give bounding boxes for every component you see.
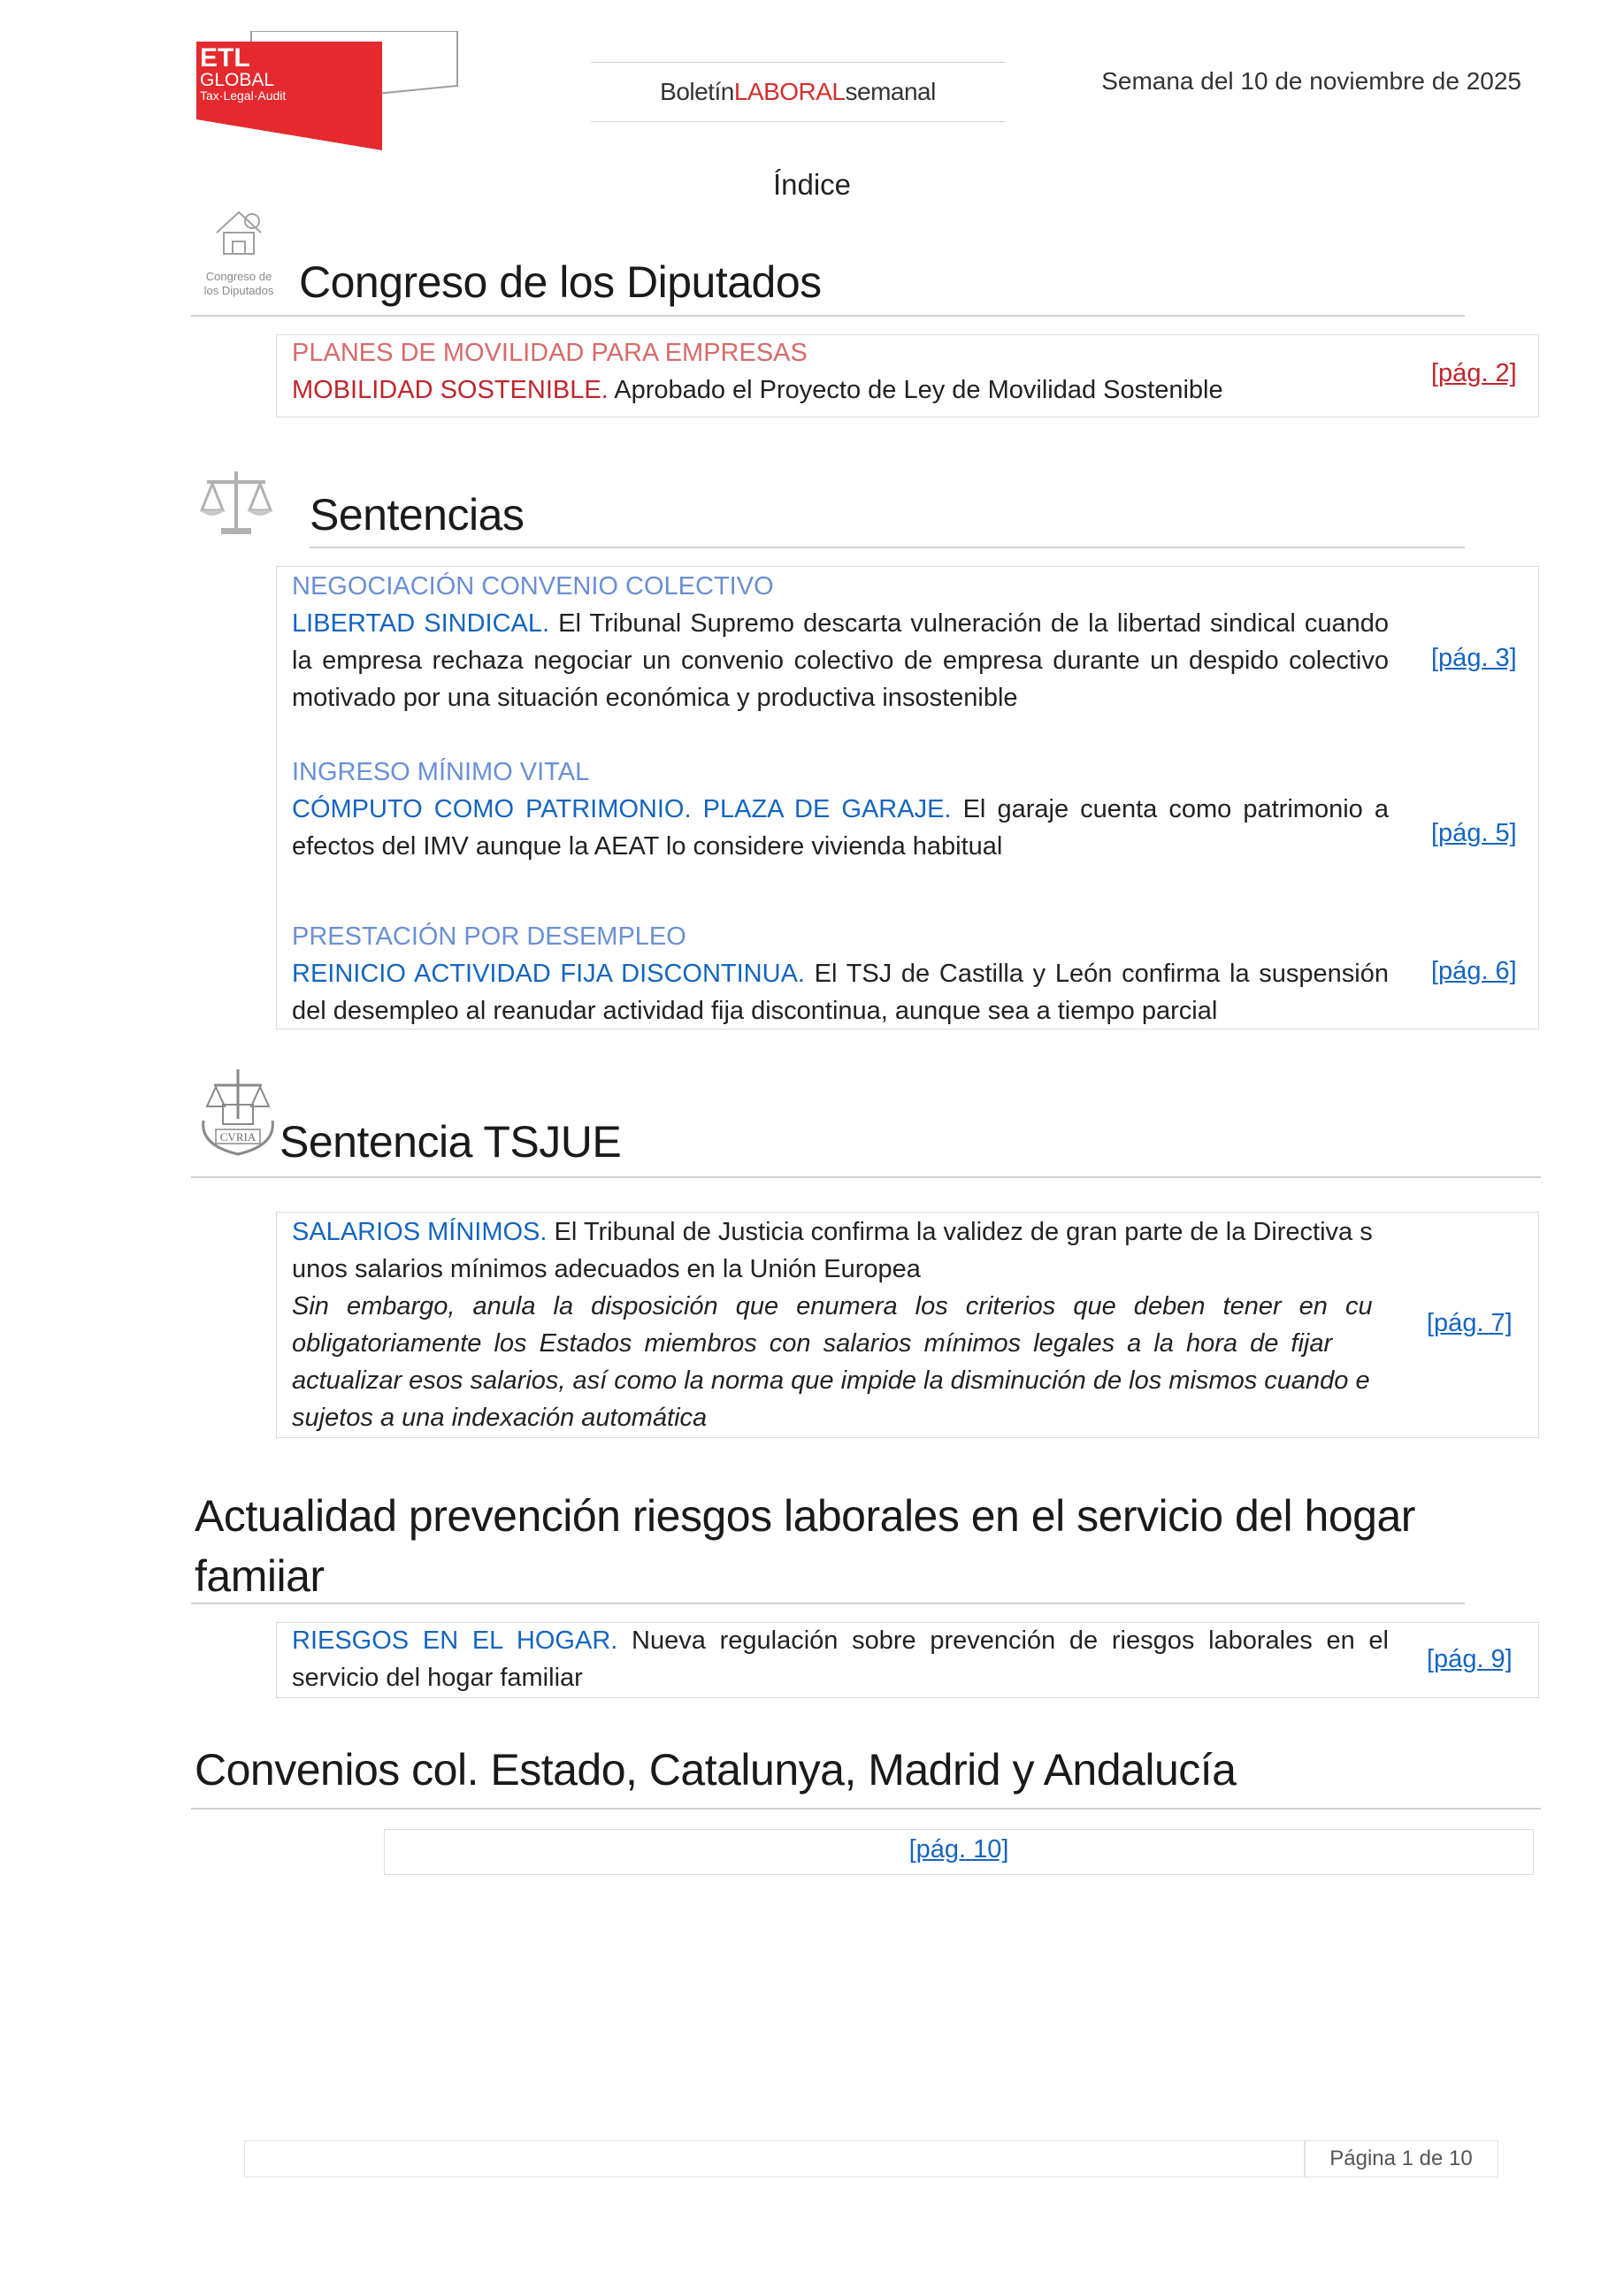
section-rule-sentencias: [310, 547, 1465, 548]
section-title-prevencion: [195, 1486, 1539, 1606]
entry-keyword: REINICIO ACTIVIDAD FIJA DISCONTINUA.: [292, 960, 805, 988]
entry-italic-line-2: obligatoriamente los Estados miembros con salarios mínimos legales a la hora de fijar: [292, 1329, 1333, 1358]
congreso-logo-icon: [199, 202, 279, 299]
etl-global-logo: [196, 31, 462, 150]
page-link-5[interactable]: [pág. 5]: [1431, 819, 1517, 847]
cvria-emblem-icon: [196, 1066, 280, 1161]
entry-keyword: CÓMPUTO COMO PATRIMONIO. PLAZA DE GARAJE.: [292, 795, 952, 823]
entry-text: Aprobado el Proyecto de Ley de Movilidad Sostenible: [608, 376, 1223, 404]
entry-sentencia-1: [292, 568, 1389, 716]
page-link-2[interactable]: [pág. 2]: [1431, 359, 1517, 387]
section-rule-congreso: [191, 315, 1465, 317]
entry-category: PRESTACIÓN POR DESEMPLEO: [292, 922, 686, 951]
entry-category: INGRESO MÍNIMO VITAL: [292, 758, 590, 786]
section-title-line-2: famiiar: [195, 1551, 325, 1601]
section-title-line-1: Actualidad prevención riesgos laborales en el servicio del hogar: [195, 1491, 1415, 1541]
entry-convenios: [384, 1835, 1534, 1864]
entry-italic-line-1: Sin embargo, anula la disposición que enumera los criterios que deben tener en cu: [292, 1292, 1373, 1320]
entry-category: NEGOCIACIÓN CONVENIO COLECTIVO: [292, 572, 774, 601]
entry-tsjue: [292, 1213, 1399, 1436]
entry-keyword: LIBERTAD SINDICAL.: [292, 609, 550, 638]
page-number: Página 1 de 10: [1329, 2147, 1473, 2170]
bulletin-title: [591, 62, 1005, 122]
entry-italic-line-4: sujetos a una indexación automática: [292, 1404, 708, 1432]
entry-text: El Tribunal Supremo descarta vulneración de la libertad sindical cuando la empresa rechaza negociar un convenio colectivo de empresa durante un despido colectivo motivado por una situación económica y productiva insostenible: [292, 609, 1389, 712]
week-date: Semana del 10 de noviembre de 2025: [1101, 67, 1521, 95]
logo-name: GLOBAL: [200, 70, 275, 90]
entry-congreso: [292, 334, 1389, 409]
section-title-convenios: Convenios col. Estado, Catalunya, Madrid y Andalucía: [195, 1745, 1237, 1795]
section-title-congreso: Congreso de los Diputados: [299, 257, 822, 307]
entry-category: PLANES DE MOVILIDAD PARA EMPRESAS: [292, 339, 808, 367]
cvria-label: CVRIA: [219, 1130, 257, 1144]
page-link-7[interactable]: [pág. 7]: [1427, 1309, 1513, 1337]
entry-keyword: MOBILIDAD SOSTENIBLE.: [292, 376, 609, 404]
congreso-logo-label-2: los Diputados: [203, 284, 274, 297]
entry-italic-line-3: actualizar esos salarios, así como la norma que impide la disminución de los mismos cuando e: [292, 1366, 1370, 1395]
entry-sentencia-2: [292, 754, 1389, 865]
section-rule-prevencion: [191, 1603, 1465, 1604]
logo-brand: ETL: [200, 43, 250, 73]
entry-text: Nueva regulación sobre prevención de riesgos laborales en el servicio del hogar familiar: [292, 1626, 1389, 1692]
congreso-logo-label-1: Congreso de: [205, 270, 272, 283]
entry-keyword: RIESGOS EN EL HOGAR.: [292, 1626, 618, 1655]
section-title-tsjue: Sentencia TSJUE: [280, 1117, 622, 1167]
bulletin-accent: LABORAL: [733, 78, 846, 105]
index-title: Índice: [772, 168, 852, 201]
entry-text: El garaje cuenta como patrimonio a efectos del IMV aunque la AEAT lo considere vivienda habitual: [292, 795, 1389, 861]
section-rule-tsjue: [191, 1176, 1541, 1178]
bulletin-prefix: Boletín: [660, 78, 734, 105]
bulletin-suffix: semanal: [845, 78, 936, 105]
page-link-6[interactable]: [pág. 6]: [1431, 957, 1517, 985]
page-link-9[interactable]: [pág. 9]: [1427, 1645, 1513, 1673]
entry-sentencia-3: [292, 918, 1389, 1029]
entry-text-line-2: unos salarios mínimos adecuados en la Unión Europea: [292, 1255, 921, 1283]
entry-text: El Tribunal de Justicia confirma la validez de gran parte de la Directiva s: [547, 1218, 1373, 1246]
entry-prevencion: [292, 1622, 1389, 1696]
logo-tagline: Tax·Legal·Audit: [200, 88, 287, 103]
page-link-3[interactable]: [pág. 3]: [1431, 644, 1517, 672]
section-rule-convenios: [191, 1808, 1541, 1810]
scales-of-justice-icon: [196, 464, 276, 544]
entry-keyword: SALARIOS MÍNIMOS.: [292, 1218, 548, 1246]
entry-text: El TSJ de Castilla y León confirma la suspensión del desempleo al reanudar actividad fija discontinua, aunque sea a tiempo parcial: [292, 960, 1389, 1025]
section-title-sentencias: Sentencias: [310, 490, 525, 540]
page-link-10[interactable]: [pág. 10]: [908, 1835, 1009, 1864]
